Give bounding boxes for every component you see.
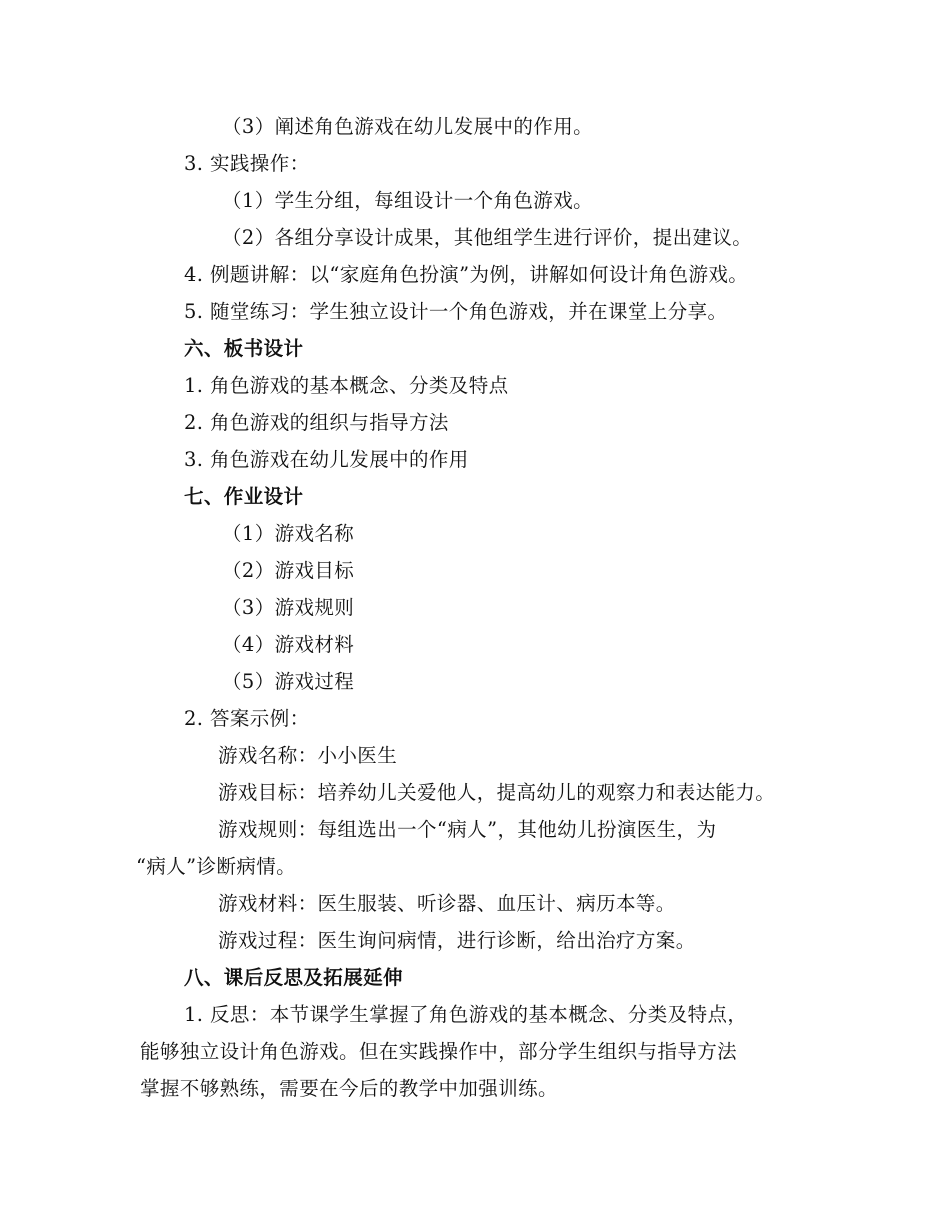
homework-item-4: （4）游戏材料 [222, 633, 355, 656]
homework-item-2: （2）游戏目标 [222, 559, 355, 582]
heading-homework: 七、作业设计 [184, 485, 304, 508]
step-exercise: 5. 随堂练习：学生独立设计一个角色游戏，并在课堂上分享。 [184, 300, 728, 323]
heading-reflection: 八、课后反思及拓展延伸 [184, 966, 403, 989]
answer-game-rules: 游戏规则：每组选出一个“病人”，其他幼儿扮演医生，为 [218, 818, 717, 841]
answer-game-rules-cont: “病人”诊断病情。 [136, 855, 297, 878]
practice-item-2: （2）各组分享设计成果，其他组学生进行评价，提出建议。 [222, 226, 753, 249]
answer-game-name: 游戏名称：小小医生 [218, 744, 398, 767]
homework-item-3: （3）游戏规则 [222, 596, 355, 619]
answer-game-process: 游戏过程：医生询问病情，进行诊断，给出治疗方案。 [218, 929, 696, 952]
reflection-line-2: 能够独立设计角色游戏。但在实践操作中，部分学生组织与指导方法 [140, 1040, 738, 1063]
board-item-2: 2. 角色游戏的组织与指导方法 [184, 411, 449, 434]
answer-example-label: 2. 答案示例： [184, 707, 310, 730]
board-item-3: 3. 角色游戏在幼儿发展中的作用 [184, 448, 469, 471]
reflection-line-3: 掌握不够熟练，需要在今后的教学中加强训练。 [140, 1077, 558, 1100]
heading-board-design: 六、板书设计 [184, 337, 304, 360]
practice-item-1: （1）学生分组，每组设计一个角色游戏。 [222, 189, 594, 212]
board-item-1: 1. 角色游戏的基本概念、分类及特点 [184, 374, 509, 397]
step-example: 4. 例题讲解：以“家庭角色扮演”为例，讲解如何设计角色游戏。 [184, 263, 749, 286]
answer-game-materials: 游戏材料：医生服装、听诊器、血压计、病历本等。 [218, 892, 676, 915]
homework-item-5: （5）游戏过程 [222, 670, 355, 693]
step-practice: 3. 实践操作： [184, 152, 310, 175]
answer-game-goal: 游戏目标：培养幼儿关爱他人，提高幼儿的观察力和表达能力。 [218, 781, 776, 804]
reflection-line-1: 1. 反思：本节课学生掌握了角色游戏的基本概念、分类及特点， [184, 1003, 748, 1026]
item-3-3: （3）阐述角色游戏在幼儿发展中的作用。 [222, 115, 594, 138]
homework-item-1: （1）游戏名称 [222, 522, 355, 545]
